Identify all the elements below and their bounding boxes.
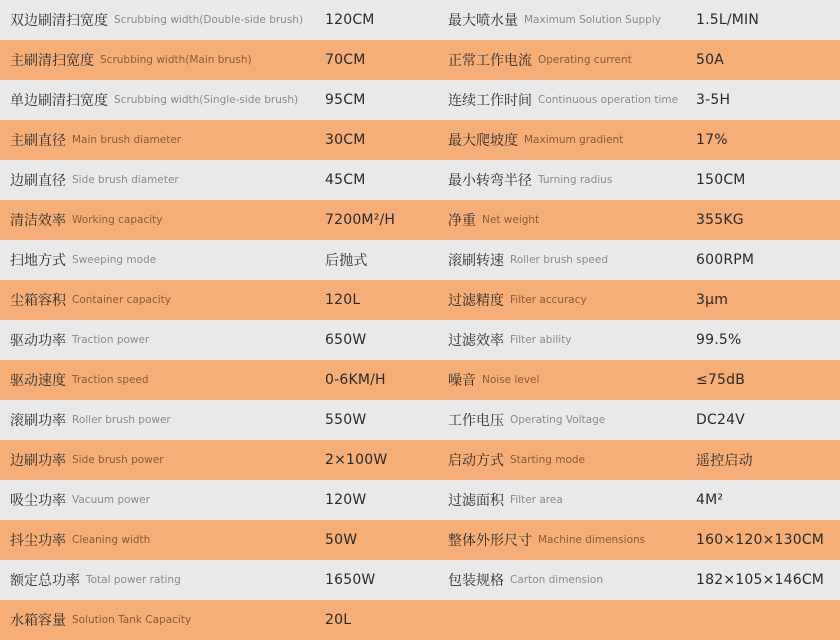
spec-label-zh: 驱动速度 — [10, 373, 66, 389]
spec-label-en: Scrubbing width(Main brush) — [100, 54, 252, 66]
spec-value: 70CM — [325, 52, 366, 68]
spec-value: 355KG — [696, 212, 744, 228]
spec-label-zh: 过滤效率 — [448, 333, 504, 349]
spec-label-en: Traction power — [72, 334, 150, 346]
spec-label-en: Maximum gradient — [524, 134, 624, 146]
spec-label-zh: 噪音 — [448, 373, 476, 389]
spec-value: 120CM — [325, 12, 375, 28]
spec-label-zh: 边刷功率 — [10, 453, 66, 469]
spec-value: 99.5% — [696, 332, 742, 348]
table-row — [0, 480, 840, 520]
spec-value: 160×120×130CM — [696, 532, 825, 548]
spec-value: 600RPM — [696, 252, 755, 268]
spec-label-zh: 抖尘功率 — [10, 533, 66, 549]
spec-label-en: Main brush diameter — [72, 134, 182, 146]
spec-label-zh: 整体外形尺寸 — [448, 533, 532, 549]
table-row — [0, 200, 840, 240]
table-row — [0, 440, 840, 480]
spec-value: 30CM — [325, 132, 366, 148]
table-row — [0, 280, 840, 320]
spec-label-zh: 尘箱容积 — [10, 293, 66, 309]
spec-value: 0-6KM/H — [325, 372, 386, 388]
spec-label-en: Solution Tank Capacity — [72, 614, 192, 626]
spec-label-en: Scrubbing width(Double-side brush) — [114, 14, 304, 26]
spec-label-en: Total power rating — [86, 574, 181, 586]
table-row — [0, 240, 840, 280]
spec-value: 4M² — [696, 492, 724, 508]
spec-label-zh: 额定总功率 — [10, 573, 80, 589]
spec-value: 3-5H — [696, 92, 731, 108]
spec-value: 120L — [325, 292, 361, 308]
spec-label-zh: 最大爬坡度 — [448, 133, 518, 149]
spec-value: ≤75dB — [696, 372, 746, 388]
table-row — [0, 160, 840, 200]
spec-label-zh: 单边刷清扫宽度 — [10, 93, 108, 109]
spec-label-zh: 包装规格 — [448, 573, 504, 589]
spec-value: DC24V — [696, 412, 745, 428]
spec-label-en: Filter accuracy — [510, 294, 587, 306]
spec-label-zh: 双边刷清扫宽度 — [10, 13, 108, 29]
spec-value: 后抛式 — [325, 253, 368, 269]
spec-label-zh: 主刷清扫宽度 — [10, 53, 94, 69]
spec-value: 1650W — [325, 572, 376, 588]
spec-value: 7200M²/H — [325, 212, 396, 228]
spec-label-en: Traction speed — [72, 374, 149, 386]
spec-label-en: Container capacity — [72, 294, 171, 306]
spec-value: 3μm — [696, 292, 729, 308]
spec-label-en: Vacuum power — [72, 494, 150, 506]
spec-label-en: Filter ability — [510, 334, 572, 346]
table-row — [0, 320, 840, 360]
spec-label-zh: 连续工作时间 — [448, 93, 532, 109]
spec-value: 650W — [325, 332, 367, 348]
spec-label-en: Sweeping mode — [72, 254, 157, 266]
table-row — [0, 120, 840, 160]
spec-label-en: Turning radius — [538, 174, 613, 186]
spec-label-en: Starting mode — [510, 454, 586, 466]
table-row — [0, 0, 840, 40]
spec-value: 150CM — [696, 172, 746, 188]
spec-label-zh: 工作电压 — [448, 413, 504, 429]
table-row — [0, 400, 840, 440]
spec-label-en: Working capacity — [72, 214, 163, 226]
spec-value: 1.5L/MIN — [696, 12, 760, 28]
spec-value: 550W — [325, 412, 367, 428]
spec-label-zh: 过滤面积 — [448, 493, 504, 509]
spec-label-en: Side brush power — [72, 454, 164, 466]
table-row — [0, 360, 840, 400]
spec-value: 20L — [325, 612, 352, 628]
table-row — [0, 80, 840, 120]
spec-label-zh: 净重 — [448, 213, 476, 229]
table-row — [0, 560, 840, 600]
spec-label-en: Continuous operation time — [538, 94, 679, 106]
spec-value: 17% — [696, 132, 728, 148]
spec-label-en: Scrubbing width(Single-side brush) — [114, 94, 299, 106]
spec-label-zh: 扫地方式 — [10, 253, 66, 269]
spec-label-zh: 水箱容量 — [10, 613, 66, 629]
spec-value: 120W — [325, 492, 367, 508]
spec-value — [696, 600, 840, 640]
spec-label-zh: 最小转弯半径 — [448, 173, 532, 189]
spec-label-en: Side brush diameter — [72, 174, 179, 186]
spec-label-en: Roller brush power — [72, 414, 171, 426]
spec-value: 遥控启动 — [696, 453, 753, 469]
spec-label-zh: 滚刷功率 — [10, 413, 66, 429]
spec-label-zh: 吸尘功率 — [10, 493, 66, 509]
spec-label-zh: 主刷直径 — [10, 133, 66, 149]
spec-label-en: Noise level — [482, 374, 540, 386]
spec-label-zh: 最大喷水量 — [448, 13, 518, 29]
spec-label-en: Net weight — [482, 214, 540, 226]
spec-label-zh: 启动方式 — [448, 453, 504, 469]
spec-label-en: Carton dimension — [510, 574, 604, 586]
spec-label-zh: 正常工作电流 — [448, 53, 532, 69]
spec-value: 2×100W — [325, 452, 388, 468]
spec-label-zh: 滚刷转速 — [448, 253, 504, 269]
spec-label-zh: 清洁效率 — [10, 213, 66, 229]
spec-label-en: Roller brush speed — [510, 254, 609, 266]
spec-value: 95CM — [325, 92, 366, 108]
table-row — [0, 520, 840, 560]
spec-label-zh: 驱动功率 — [10, 333, 66, 349]
spec-label-en: Filter area — [510, 494, 563, 506]
table-row — [0, 40, 840, 80]
spec-label-en: Operating current — [538, 54, 632, 66]
table-row — [0, 600, 840, 640]
spec-label-en: Machine dimensions — [538, 534, 646, 546]
spec-label-zh: 过滤精度 — [448, 293, 504, 309]
spec-value: 50A — [696, 52, 724, 68]
spec-label-zh: 边刷直径 — [10, 173, 66, 189]
spec-value: 45CM — [325, 172, 366, 188]
spec-label-en: Maximum Solution Supply — [524, 14, 661, 26]
spec-value: 182×105×146CM — [696, 572, 825, 588]
spec-label-en: Operating Voltage — [510, 414, 606, 426]
spec-value: 50W — [325, 532, 358, 548]
spec-label-en: Cleaning width — [72, 534, 151, 546]
